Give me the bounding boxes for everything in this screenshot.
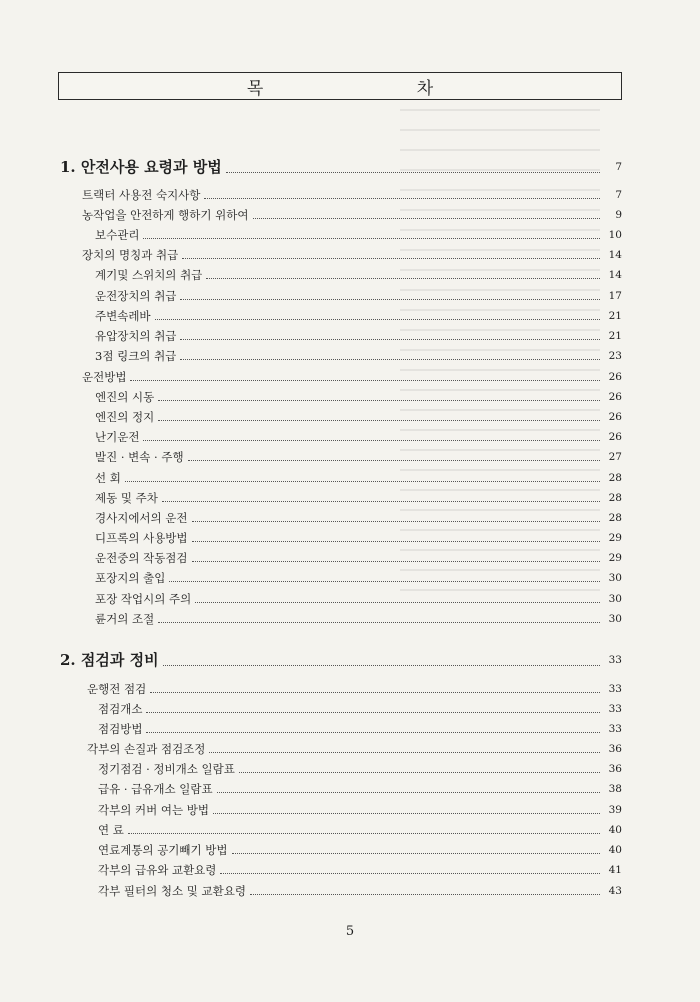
toc-entry[interactable] (95, 388, 622, 406)
toc-page-ref: 26 (608, 371, 622, 383)
toc-entry[interactable] (82, 246, 622, 264)
toc-label: 보수관리 (95, 228, 140, 242)
toc-label: 운전중의 작동점검 (95, 551, 188, 565)
toc-entry[interactable] (95, 469, 622, 487)
toc-entry[interactable] (82, 186, 622, 204)
toc-page-ref: 43 (608, 885, 622, 897)
toc-label: 계기및 스위치의 취급 (95, 268, 203, 282)
toc-entry[interactable] (98, 821, 622, 839)
toc-page-ref: 38 (608, 783, 622, 795)
leader-dots (195, 602, 600, 603)
toc-page-ref: 29 (608, 552, 622, 564)
toc-chapter[interactable] (60, 649, 622, 671)
toc-label: 연 료 (98, 823, 124, 837)
toc-entry[interactable] (95, 327, 622, 345)
leader-dots (232, 853, 600, 854)
toc-page-ref: 33 (608, 723, 622, 735)
leader-dots (226, 172, 600, 173)
toc-entry[interactable] (95, 569, 622, 587)
toc-page-ref: 33 (608, 683, 622, 695)
toc-page-ref: 23 (608, 350, 622, 362)
toc-label: 주변속레바 (95, 309, 151, 323)
toc-entry[interactable] (82, 206, 622, 224)
toc-label: 난기운전 (95, 430, 140, 444)
leader-dots (209, 752, 600, 753)
leader-dots (180, 339, 600, 340)
leader-dots (163, 665, 600, 666)
toc-page-ref: 28 (608, 492, 622, 504)
toc-label: 각부의 커버 여는 방법 (98, 803, 209, 817)
toc-entry[interactable] (95, 347, 622, 365)
toc-label: 유압장치의 취급 (95, 329, 177, 343)
toc-page-ref: 33 (608, 654, 622, 666)
toc-entry[interactable] (95, 529, 622, 547)
leader-dots (125, 481, 600, 482)
toc-page-ref: 17 (608, 290, 622, 302)
toc-page-ref: 10 (608, 229, 622, 241)
toc-entry[interactable] (95, 610, 622, 628)
toc-label: 정기점검 · 정비개소 일람표 (98, 762, 235, 776)
toc-label: 선 회 (95, 471, 121, 485)
toc-label: 운행전 점검 (87, 682, 147, 696)
toc-page-ref: 27 (608, 451, 622, 463)
leader-dots (130, 380, 600, 381)
toc-label: 운전장치의 취급 (95, 289, 177, 303)
toc-page-ref: 30 (608, 613, 622, 625)
toc-page-ref: 21 (608, 310, 622, 322)
toc-page-ref: 14 (608, 269, 622, 281)
leader-dots (188, 460, 600, 461)
leader-dots (192, 541, 600, 542)
toc-label: 경사지에서의 운전 (95, 511, 188, 525)
toc-page-ref: 9 (615, 209, 622, 221)
toc-label: 1. 안전사용 요령과 방법 (60, 158, 222, 176)
toc-label: 디프록의 사용방법 (95, 531, 188, 545)
toc-entry[interactable] (95, 590, 622, 608)
toc-entry[interactable] (95, 287, 622, 305)
toc-page-ref: 26 (608, 391, 622, 403)
toc-entry[interactable] (98, 720, 622, 738)
leader-dots (204, 198, 600, 199)
leader-dots (162, 501, 600, 502)
toc-page-ref: 26 (608, 411, 622, 423)
toc-page-ref: 40 (608, 844, 622, 856)
leader-dots (182, 258, 600, 259)
leader-dots (192, 521, 600, 522)
leader-dots (192, 561, 600, 562)
leader-dots (158, 400, 600, 401)
toc-page-ref: 39 (608, 804, 622, 816)
leader-dots (158, 622, 600, 623)
toc-entry[interactable] (95, 489, 622, 507)
toc-label: 농작업을 안전하게 행하기 위하여 (82, 208, 249, 222)
leader-dots (250, 894, 600, 895)
toc-label: 점검개소 (98, 702, 143, 716)
toc-entry[interactable] (98, 760, 622, 778)
toc-page-ref: 33 (608, 703, 622, 715)
toc-entry[interactable] (95, 266, 622, 284)
toc-page-ref: 41 (608, 864, 622, 876)
toc-label: 제동 및 주차 (95, 491, 158, 505)
toc-chapter[interactable] (60, 156, 622, 178)
toc-label: 각부 필터의 청소 및 교환요령 (98, 884, 246, 898)
toc-page-ref: 30 (608, 593, 622, 605)
leader-dots (253, 218, 601, 219)
toc-entry[interactable] (95, 428, 622, 446)
toc-page-ref: 7 (615, 161, 622, 173)
leader-dots (128, 833, 600, 834)
leader-dots (180, 359, 600, 360)
toc-page-ref: 40 (608, 824, 622, 836)
leader-dots (155, 319, 600, 320)
toc-title: 목 차 (246, 78, 508, 99)
leader-dots (146, 732, 600, 733)
toc-entry[interactable] (87, 680, 622, 698)
toc-label: 각부의 손질과 점검조정 (87, 742, 206, 756)
toc-label: 포장 작업시의 주의 (95, 592, 192, 606)
toc-label: 각부의 급유와 교환요령 (98, 863, 217, 877)
leader-dots (143, 440, 600, 441)
toc-entry[interactable] (98, 882, 622, 900)
toc-label: 장치의 명칭과 취급 (82, 248, 179, 262)
leader-dots (158, 420, 600, 421)
toc-page-ref: 36 (608, 763, 622, 775)
toc-page-ref: 28 (608, 472, 622, 484)
toc-entry[interactable] (95, 226, 622, 244)
leader-dots (239, 772, 600, 773)
leader-dots (217, 792, 600, 793)
toc-label: 점검방법 (98, 722, 143, 736)
toc-entry[interactable] (95, 448, 622, 466)
toc-label: 운전방법 (82, 370, 127, 384)
toc-entry[interactable] (98, 841, 622, 859)
toc-page-ref: 7 (615, 189, 622, 201)
toc-page-ref: 14 (608, 249, 622, 261)
toc-entry[interactable] (95, 509, 622, 527)
toc-page-ref: 30 (608, 572, 622, 584)
toc-page-ref: 28 (608, 512, 622, 524)
leader-dots (146, 712, 600, 713)
toc-title-box (58, 72, 622, 100)
toc-entry[interactable] (98, 861, 622, 879)
toc-page-ref: 36 (608, 743, 622, 755)
leader-dots (180, 299, 600, 300)
toc-entry[interactable] (82, 368, 622, 386)
toc-label: 연료계통의 공기빼기 방법 (98, 843, 228, 857)
toc-label: 포장지의 출입 (95, 571, 166, 585)
toc-label: 륜거의 조절 (95, 612, 155, 626)
toc-entry[interactable] (98, 700, 622, 718)
page-number: 5 (345, 924, 355, 939)
leader-dots (220, 873, 600, 874)
toc-label: 2. 점검과 정비 (60, 651, 159, 669)
leader-dots (143, 238, 600, 239)
leader-dots (213, 813, 600, 814)
toc-entry[interactable] (98, 780, 622, 798)
toc-entry[interactable] (95, 408, 622, 426)
toc-page-ref: 26 (608, 431, 622, 443)
toc-page-ref: 21 (608, 330, 622, 342)
leader-dots (169, 581, 600, 582)
leader-dots (206, 278, 600, 279)
toc-label: 트랙터 사용전 숙지사항 (82, 188, 201, 202)
toc-label: 엔진의 정지 (95, 410, 155, 424)
leader-dots (150, 692, 600, 693)
toc-page-ref: 29 (608, 532, 622, 544)
toc-entry[interactable] (98, 801, 622, 819)
toc-label: 발진 · 변속 · 주행 (95, 450, 184, 464)
toc-label: 급유 · 급유개소 일람표 (98, 782, 213, 796)
toc-label: 3점 링크의 취급 (95, 349, 177, 363)
toc-entry[interactable] (95, 307, 622, 325)
toc-entry[interactable] (87, 740, 622, 758)
toc-entry[interactable] (95, 549, 622, 567)
toc-label: 엔진의 시동 (95, 390, 155, 404)
